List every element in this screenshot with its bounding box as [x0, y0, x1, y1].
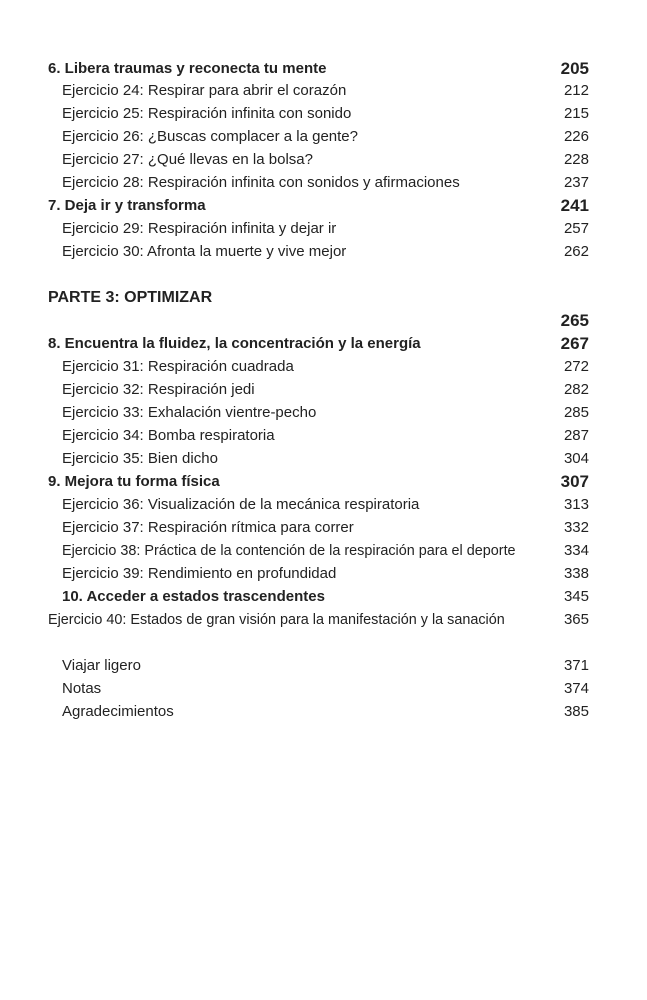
toc-page-number: 304	[563, 450, 589, 467]
toc-page-number: 212	[563, 82, 589, 99]
toc-entry-title: Ejercicio 36: Visualización de la mecánica respiratoria	[62, 496, 420, 513]
part-title: PARTE 3: OPTIMIZAR	[48, 289, 213, 306]
toc-exercise-29[interactable]	[62, 218, 589, 240]
toc-page-number: 226	[563, 128, 589, 145]
toc-entry-title: Ejercicio 33: Exhalación vientre-pecho	[62, 404, 317, 421]
toc-exercise-37[interactable]	[62, 517, 589, 539]
toc-page-number: 215	[563, 105, 589, 122]
toc-entry-title: Ejercicio 40: Estados de gran visión para la manifestación y la sanación	[48, 612, 505, 628]
toc-page-number: 334	[563, 542, 589, 559]
toc-entry-title: Ejercicio 24: Respirar para abrir el corazón	[62, 82, 347, 99]
toc-entry-title: Notas	[62, 680, 102, 697]
toc-entry-title: 9. Mejora tu forma física	[48, 473, 220, 490]
toc-exercise-32[interactable]	[62, 379, 589, 401]
toc-exercise-35[interactable]	[62, 448, 589, 470]
toc-page-number: 287	[563, 427, 589, 444]
toc-entry-title: Ejercicio 35: Bien dicho	[62, 450, 218, 467]
toc-page-number: 257	[563, 220, 589, 237]
toc-entry-title: Ejercicio 28: Respiración infinita con sonidos y afirmaciones	[62, 174, 460, 191]
toc-page-number: 365	[563, 611, 589, 628]
toc-exercise-34[interactable]	[62, 425, 589, 447]
toc-entry-title: Ejercicio 38: Práctica de la contención de la respiración para el deporte	[62, 543, 516, 559]
toc-chapter-10[interactable]	[62, 586, 589, 608]
toc-entry-title: Ejercicio 27: ¿Qué llevas en la bolsa?	[62, 151, 313, 168]
toc-chapter-9[interactable]	[48, 471, 589, 493]
toc-exercise-30[interactable]	[62, 241, 589, 263]
toc-page-number: 307	[560, 472, 589, 491]
toc-page-number: 267	[560, 334, 589, 353]
toc-entry-title: 6. Libera traumas y reconecta tu mente	[48, 60, 327, 77]
toc-page-number: 345	[563, 588, 589, 605]
toc-agradecimientos[interactable]	[62, 701, 589, 723]
toc-exercise-36[interactable]	[62, 494, 589, 516]
toc-exercise-31[interactable]	[62, 356, 589, 378]
toc-chapter-7[interactable]	[48, 195, 589, 217]
toc-page-number: 385	[563, 703, 589, 720]
toc-page-number: 241	[560, 196, 589, 215]
toc-exercise-38[interactable]	[62, 540, 589, 562]
toc-page-number: 338	[563, 565, 589, 582]
toc-entry-title: Viajar ligero	[62, 657, 141, 674]
toc-entry-title: Ejercicio 30: Afronta la muerte y vive mejor	[62, 243, 347, 260]
toc-exercise-24[interactable]	[62, 80, 589, 102]
toc-exercise-39[interactable]	[62, 563, 589, 585]
toc-page-number: 285	[563, 404, 589, 421]
toc-notas[interactable]	[62, 678, 589, 700]
toc-page-number: 313	[563, 496, 589, 513]
toc-viajar-ligero[interactable]	[62, 655, 589, 677]
toc-part-3-heading[interactable]	[48, 287, 589, 309]
toc-page-number: 332	[563, 519, 589, 536]
toc-page-number: 272	[563, 358, 589, 375]
toc-exercise-28[interactable]	[62, 172, 589, 194]
toc-exercise-33[interactable]	[62, 402, 589, 424]
toc-entry-title: Ejercicio 37: Respiración rítmica para correr	[62, 519, 354, 536]
toc-exercise-25[interactable]	[62, 103, 589, 125]
toc-page-number: 371	[563, 657, 589, 674]
toc-chapter-8[interactable]	[48, 333, 589, 355]
toc-entry-title: 7. Deja ir y transforma	[48, 197, 206, 214]
toc-page-number: 205	[560, 59, 589, 78]
toc-exercise-40[interactable]	[48, 609, 589, 631]
toc-page-number: 374	[563, 680, 589, 697]
toc-entry-title: Ejercicio 32: Respiración jedi	[62, 381, 255, 398]
toc-entry-title: Agradecimientos	[62, 703, 174, 720]
toc-page-number: 282	[563, 381, 589, 398]
toc-page-number: 228	[563, 151, 589, 168]
toc-page-number: 265	[560, 311, 589, 330]
toc-part-3-page	[48, 310, 589, 332]
toc-entry-title: Ejercicio 31: Respiración cuadrada	[62, 358, 294, 375]
toc-entry-title: Ejercicio 39: Rendimiento en profundidad	[62, 565, 337, 582]
toc-entry-title: Ejercicio 29: Respiración infinita y dejar ir	[62, 220, 337, 237]
toc-page-number: 237	[563, 174, 589, 191]
toc-exercise-27[interactable]	[62, 149, 589, 171]
toc-entry-title: Ejercicio 34: Bomba respiratoria	[62, 427, 275, 444]
toc-entry-title: 10. Acceder a estados trascendentes	[62, 588, 325, 605]
toc-page-number: 262	[563, 243, 589, 260]
toc-entry-title: 8. Encuentra la fluidez, la concentración y la energía	[48, 335, 421, 352]
toc-entry-title: Ejercicio 26: ¿Buscas complacer a la gente?	[62, 128, 358, 145]
toc-chapter-6[interactable]	[48, 58, 589, 80]
toc-entry-title: Ejercicio 25: Respiración infinita con sonido	[62, 105, 352, 122]
toc-exercise-26[interactable]	[62, 126, 589, 148]
